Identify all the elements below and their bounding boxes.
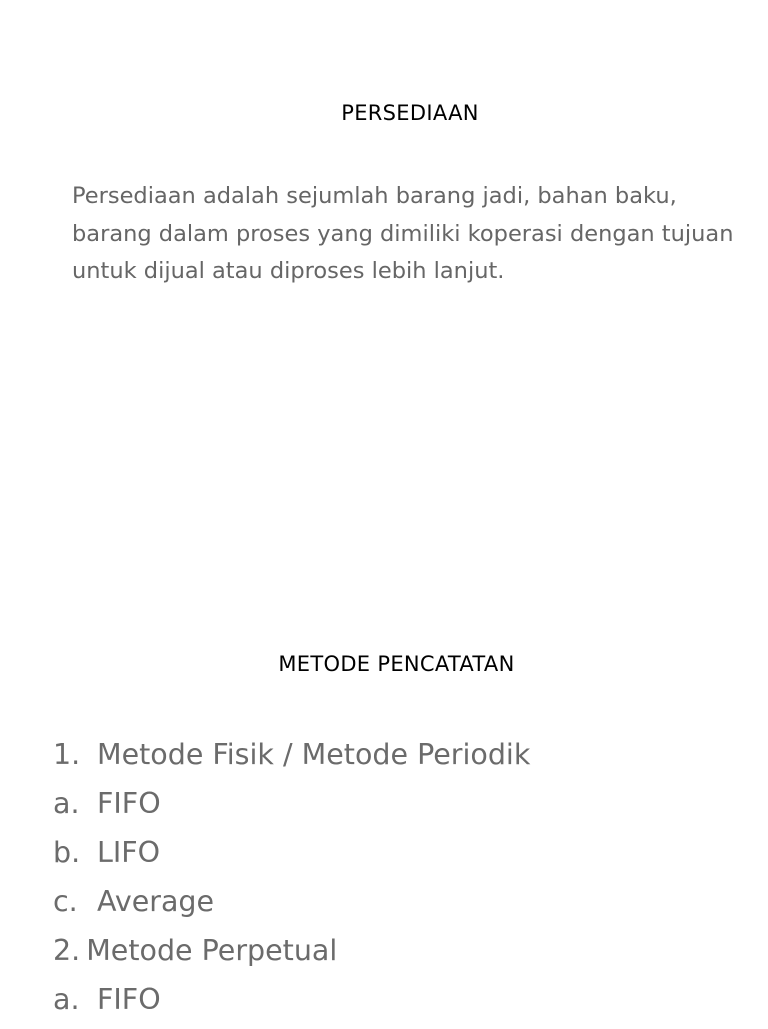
list-marker: b. — [53, 836, 81, 869]
metode-list — [53, 735, 753, 1029]
list-item-text: Metode Perpetual — [86, 934, 338, 967]
list-item-text: FIFO — [97, 983, 161, 1016]
list-marker: a. — [53, 787, 80, 820]
list-item-text: Metode Fisik / Metode Periodik — [97, 738, 531, 771]
list-item-text: LIFO — [97, 836, 161, 869]
list-item — [53, 931, 753, 980]
slide-title-metode-pencatatan: METODE PENCATATAN — [278, 652, 515, 676]
list-marker: c. — [53, 885, 78, 918]
list-item — [53, 882, 753, 931]
list-item — [53, 833, 753, 882]
list-item — [53, 735, 753, 784]
persediaan-definition: Persediaan adalah sejumlah barang jadi, bahan baku, barang dalam proses yang dimiliki koperasi dengan tujuan untuk dijual atau diproses lebih lanjut. — [72, 183, 734, 284]
list-marker: 1. — [53, 738, 81, 771]
list-item — [53, 784, 753, 833]
list-item — [53, 980, 753, 1029]
list-marker: 2. — [53, 934, 81, 967]
list-marker: a. — [53, 983, 80, 1016]
slide-title-persediaan: PERSEDIAAN — [341, 101, 479, 125]
list-item-text: FIFO — [97, 787, 161, 820]
list-item-text: Average — [97, 885, 215, 918]
